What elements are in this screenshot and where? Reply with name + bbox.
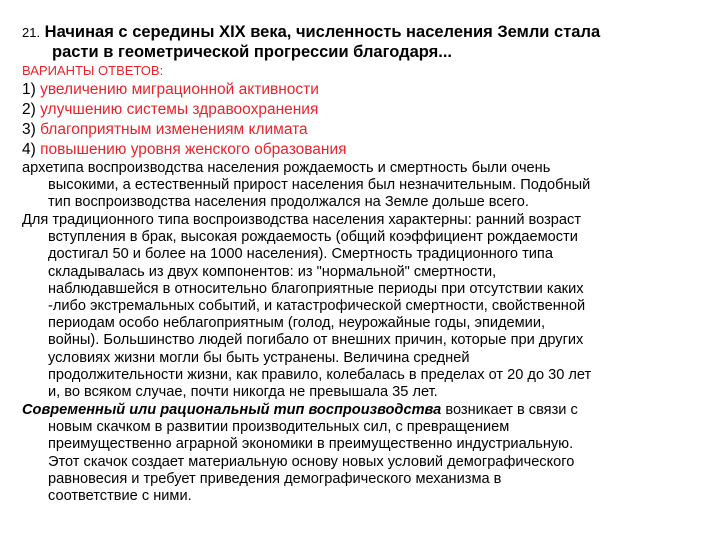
option-text: увеличению миграционной активности xyxy=(40,81,319,98)
question-line-1 xyxy=(22,22,702,43)
paragraph-text: возникает в связи с xyxy=(441,402,578,418)
paragraph-line: периодам особо неблагоприятным (голод, неурожайные годы, эпидемии, xyxy=(48,315,546,332)
option-text: повышению уровня женского образования xyxy=(40,141,347,158)
paragraph-line: новым скачком в развитии производительных сил, с превращением xyxy=(48,419,510,436)
paragraph-line: продолжительности жизни, как правило, колебалась в пределах от 20 до 30 лет xyxy=(48,366,592,383)
option-number: 4) xyxy=(22,141,36,158)
options-label: ВАРИАНТЫ ОТВЕТОВ: xyxy=(22,63,164,78)
paragraph-line: складывалась из двух компонентов: из "нормальной" смертности, xyxy=(48,263,497,280)
option-number: 3) xyxy=(22,121,36,138)
paragraph-line: тип воспроизводства населения продолжался на Земле дольше всего. xyxy=(48,194,529,211)
question-number: 21. xyxy=(22,25,41,40)
option-2[interactable] xyxy=(22,100,318,120)
paragraph-line xyxy=(22,402,702,419)
option-4[interactable] xyxy=(22,140,347,160)
paragraph-line: -либо экстремальных событий, и катастрофической смертности, свойственной xyxy=(48,298,586,315)
paragraph-modern xyxy=(22,402,702,505)
option-number: 1) xyxy=(22,81,36,98)
option-text: улучшению системы здравоохранения xyxy=(40,101,319,118)
paragraph-line: преимущественно аграрной экономики в преимущественно индустриальную. xyxy=(48,436,574,453)
paragraph-line: войны). Большинство людей погибало от внешних причин, которые при других xyxy=(48,332,584,349)
question-text-1: Начиная с середины XIX века, численность населения Земли стала xyxy=(44,23,601,41)
paragraph-line: вступления в брак, высокая рождаемость (общий коэффициент рождаемости xyxy=(48,229,578,246)
paragraph-archetype xyxy=(22,160,702,212)
paragraph-line: и, во всяком случае, почти никогда не превышала 35 лет. xyxy=(48,384,438,401)
emphasis-term: Современный или рациональный тип воспроизводства xyxy=(22,402,442,418)
paragraph-line: наблюдавшейся в относительно благоприятные периоды при отсутствии каких xyxy=(48,280,584,297)
paragraph-traditional xyxy=(22,212,702,401)
option-text: благоприятным изменениям климата xyxy=(40,121,308,138)
paragraph-line: высокими, а естественный прирост населения был незначительным. Подобный xyxy=(48,177,591,194)
paragraph-line: достигал 50 и более на 1000 населения). Смертность традиционного типа xyxy=(48,246,553,263)
option-3[interactable] xyxy=(22,120,308,140)
paragraph-line: Этот скачок создает материальную основу новых условий демографического xyxy=(48,453,575,470)
paragraph-line: Для традиционного типа воспроизводства населения характерны: ранний возраст xyxy=(22,212,582,228)
paragraph-line: соответствие с ними. xyxy=(48,488,192,505)
paragraph-line: архетипа воспроизводства населения рождаемость и смертность были очень xyxy=(22,160,551,176)
option-number: 2) xyxy=(22,101,36,118)
option-1[interactable] xyxy=(22,80,319,100)
question-text-2: расти в геометрической прогрессии благодаря... xyxy=(52,43,453,61)
paragraph-line: условиях жизни могли бы быть устранены. Величина средней xyxy=(48,349,470,366)
paragraph-line: равновесия и требует приведения демографического механизма в xyxy=(48,470,502,487)
